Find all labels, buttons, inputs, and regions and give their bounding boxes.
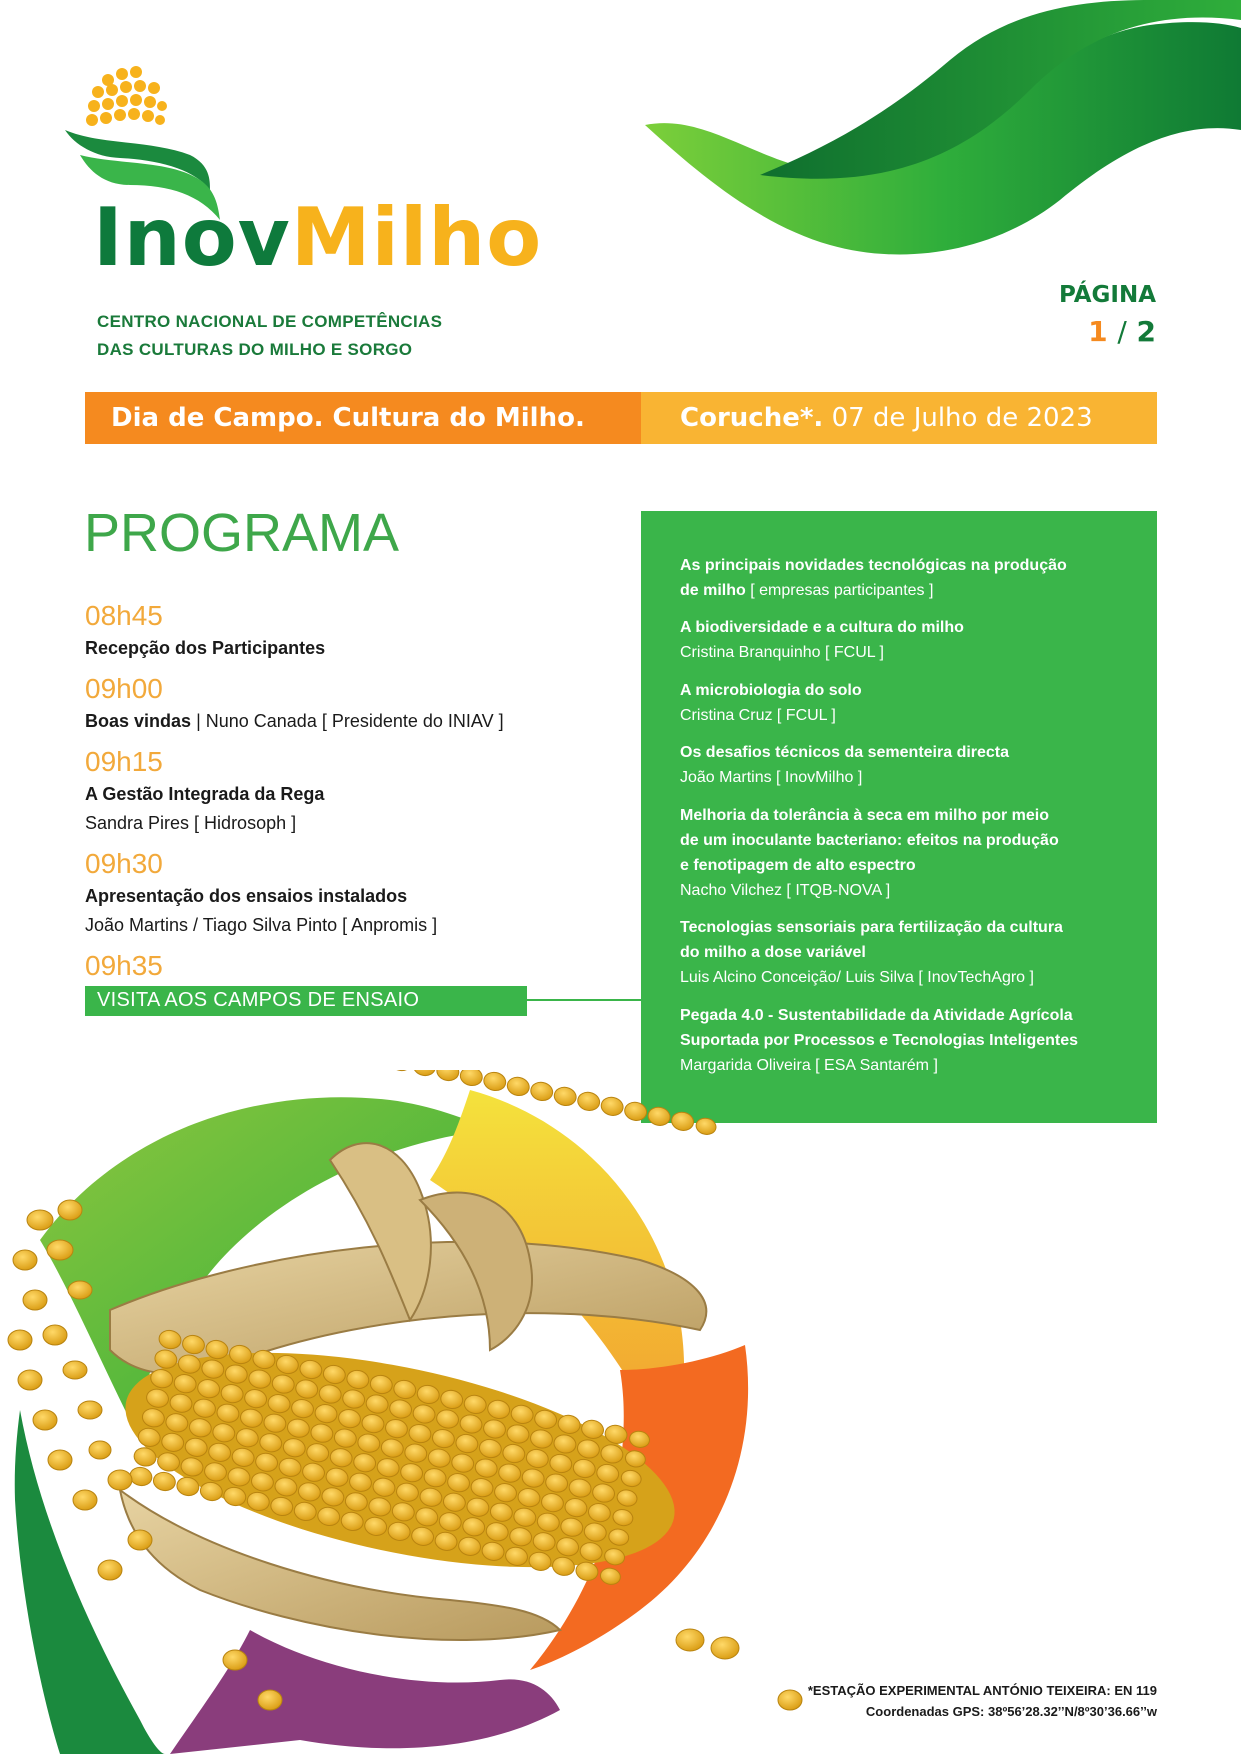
talk-speaker: Cristina Branquinho [ FCUL ] (680, 644, 884, 661)
talk-speaker: [ empresas participantes ] (750, 582, 934, 599)
page-current: 1 (1088, 315, 1108, 348)
colored-swirl-icon (0, 1070, 900, 1754)
item-boas-vindas (85, 709, 504, 733)
logo-word-milho: Milho (290, 191, 543, 284)
talk-item-tolerancia-seca (680, 803, 1120, 903)
logo-word-inov: Inov (93, 191, 291, 284)
center-name-line1: CENTRO NACIONAL DE COMPETÊNCIAS (97, 312, 443, 331)
time-0935: 09h35 (85, 950, 163, 981)
talk-title-line: de um inoculante bacteriano: efeitos na produção (680, 832, 1059, 849)
talk-title: Os desafios técnicos da sementeira directa (680, 744, 1010, 761)
talk-title-line: Tecnologias sensoriais para fertilização da cultura (680, 919, 1063, 936)
talk-title-line: Melhoria da tolerância à seca em milho por meio (680, 807, 1050, 824)
page-total: 2 (1136, 315, 1156, 348)
item-title-recepcao: Recepção dos Participantes (85, 638, 326, 658)
talk-speaker: Cristina Cruz [ FCUL ] (680, 707, 836, 724)
footer-station: *ESTAÇÃO EXPERIMENTAL ANTÓNIO TEIXEIRA: EN 119 (807, 1683, 1157, 1698)
talk-title-line: As principais novidades tecnológicas na produção (680, 557, 1067, 574)
talk-title-line: e fenotipagem de alto espectro (680, 857, 916, 874)
visit-label: VISITA AOS CAMPOS DE ENSAIO (97, 989, 420, 1011)
time-0845: 08h45 (85, 600, 163, 631)
talk-speaker: João Martins [ InovMilho ] (680, 769, 863, 786)
time-0930: 09h30 (85, 848, 163, 879)
talk-speaker: Nacho Vilchez [ ITQB-NOVA ] (680, 882, 891, 899)
programa-heading: PROGRAMA (84, 503, 400, 563)
talk-title-line: Suportada por Processos e Tecnologias Inteligentes (680, 1032, 1079, 1049)
talk-item-sementeira (680, 740, 1120, 790)
talk-title-line: do milho a dose variável (680, 944, 866, 961)
item-title-boas-vindas: Boas vindas (85, 711, 192, 731)
page-separator: / (1117, 315, 1127, 348)
footer-note (808, 1680, 1157, 1722)
talk-speaker: Luis Alcino Conceição/ Luis Silva [ InovTechAgro ] (680, 969, 1034, 986)
talk-item-microbiologia (680, 678, 1120, 728)
visit-connector-line (527, 999, 641, 1001)
talk-speaker: Margarida Oliveira [ ESA Santarém ] (680, 1057, 938, 1074)
time-0900: 09h00 (85, 673, 163, 704)
banner-location: Coruche*. (680, 403, 824, 433)
banner-title: Dia de Campo. Cultura do Milho. (111, 403, 585, 433)
item-title-gestao-rega: A Gestão Integrada da Rega (85, 784, 325, 804)
center-name-line2: DAS CULTURAS DO MILHO E SORGO (97, 340, 413, 359)
page-number (1088, 315, 1156, 348)
item-speaker-gestao-rega: Sandra Pires [ Hidrosoph ] (85, 813, 297, 833)
talk-title: A microbiologia do solo (680, 682, 862, 699)
talk-item-tecnologias-sensoriais (680, 915, 1120, 990)
talk-title-line: Pegada 4.0 - Sustentabilidade da Atividade Agrícola (680, 1007, 1073, 1024)
talk-item-biodiversidade (680, 615, 1120, 665)
talk-title-line: de milho (680, 582, 746, 599)
talk-title: A biodiversidade e a cultura do milho (680, 619, 964, 636)
center-name (97, 308, 442, 364)
footer-gps: Coordenadas GPS: 38º56’28.32’’N/8º30’36.66’’w (865, 1704, 1157, 1719)
talk-item-novidades (680, 553, 1120, 603)
item-speaker-ensaios: João Martins / Tiago Silva Pinto [ Anpromis ] (85, 915, 438, 935)
time-0915: 09h15 (85, 746, 163, 777)
banner-location-date (680, 402, 1093, 434)
item-speaker-boas-vindas: | Nuno Canada [ Presidente do INIAV ] (196, 711, 504, 731)
banner-date: 07 de Julho de 2023 (831, 403, 1093, 433)
logo-wordmark (93, 191, 543, 284)
talk-item-pegada (680, 1003, 1120, 1078)
item-title-ensaios: Apresentação dos ensaios instalados (85, 886, 408, 906)
page-label: PÁGINA (1058, 282, 1156, 308)
